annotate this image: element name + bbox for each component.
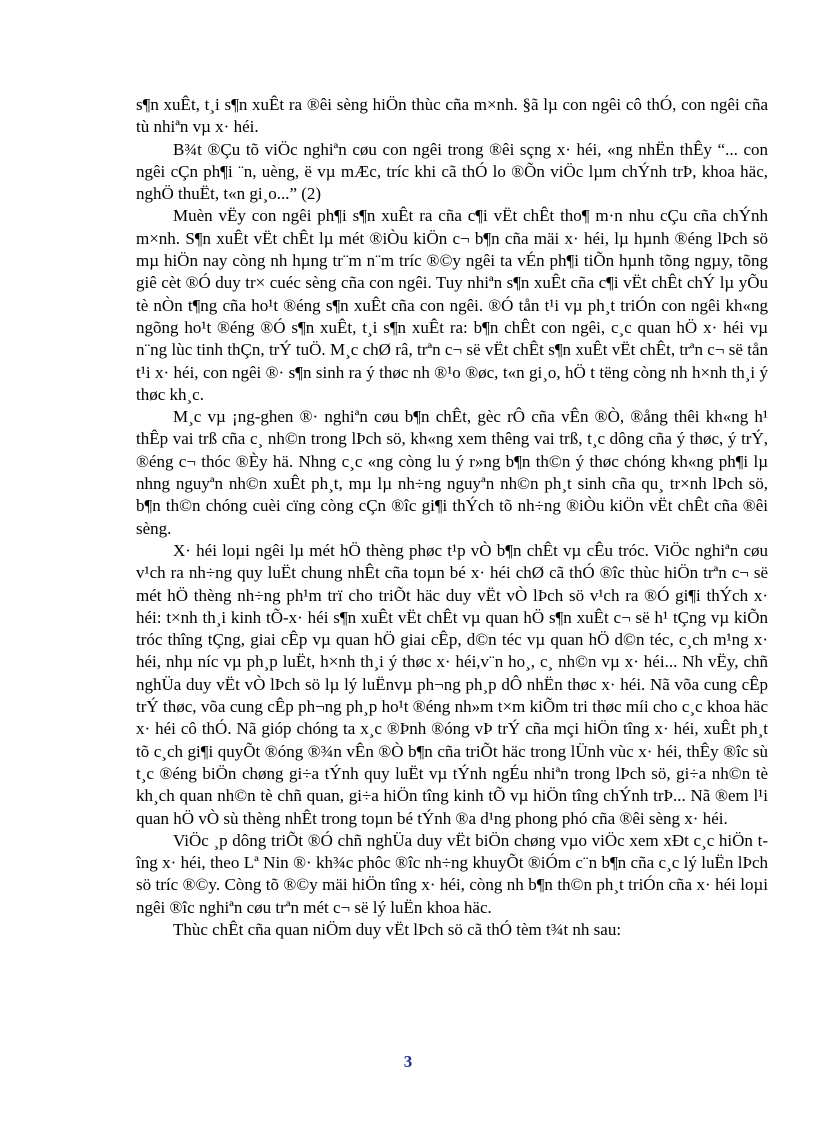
page-number: 3 xyxy=(403,1052,413,1071)
paragraph-5: X· héi loµi ngêi lµ mét hÖ thèng phøc t¹p vÒ b¶n chÊt vµ cÊu tróc. ViÖc nghiªn cøu v¹ch ra nh÷ng quy luËt chung nhÊt cña toµn bé x· héi chØ cã thÓ ®îc thùc hiÖn trªn c¬ së mét hÖ thèng nh÷ng ph¹m trï cho triÕt häc duy vËt vÒ lÞch sö v¹ch ra ®Ó gi¶i thÝch x· héi: t×nh th¸i kinh tÕ-x· héi s¶n xuÊt vËt chÊt vµ quan hÖ s¶n xuÊt c¬ së h¹ tÇng vµ kiÕn tróc thîng tÇng, giai cÊp vµ quan hÖ giai cÊp, d©n téc vµ quan hÖ d©n téc, c¸ch m¹ng x· héi, nhµ níc vµ ph¸p luËt, h×nh th¸i ý thøc x· héi,v¨n ho¸, c¸ nh©n vµ x· héi... Nh vËy, chñ nghÜa duy vËt vÒ lÞch sö lµ lý luËnvµ ph¬ng ph¸p dÔ nhËn thøc x· héi. Nã võa cung cÊp trÝ thøc, võa cung cÊp ph¬ng ph¸p ho¹t ®éng nh»m t×m kiÕm tri thøc míi cho c¸c khoa häc x· héi cô thÓ. Nã gióp chóng ta x¸c ®Þnh ®óng vÞ trÝ cña mçi hiÖn tîng x· héi, xuÊt ph¸t tõ c¸ch gi¶i quyÕt ®óng ®¾n vÊn ®Ò b¶n cña triÕt häc trong lÜnh vùc x· héi, thÊy ®îc sù t¸c ®éng biÖn chøng gi÷a tÝnh quy luËt vµ tÝnh ngÉu nhiªn trong lÞch sö, gi÷a nh©n tè kh¸ch quan nh©n tè chñ quan, gi÷a hiÖn tîng kinh tÕ vµ hiÖn tîng chÝnh trÞ... Nã ®em l¹i quan hÖ vÒ sù thèng nhÊt trong toµn bé tÝnh ®a d¹ng phong phó cña ®êi sèng x· héi. xyxy=(136,540,768,828)
paragraph-4: M¸c vµ ¡ng-ghen ®· nghiªn cøu b¶n chÊt, gèc rÔ cña vÊn ®Ò, ®ång thêi kh«ng h¹ thÊp vai trß cña c¸ nh©n trong lÞch sö, kh«ng xem thêng vai trß, t¸c dông cña ý thøc, ý trÝ, ®éng c¬ thóc ®Èy hä. Nhng c¸c «ng còng lu ý r»ng b¶n th©n ý thøc chóng kh«ng ph¶i lµ nhng nguyªn nh©n xuÊt ph¸t, mµ lµ nh÷ng nguyªn nh©n ph¸t sinh cña qu¸ tr×nh lÞch sö, b¶n th©n chóng cuèi cïng còng cÇn ®îc gi¶i thÝch tõ nh÷ng ®iÒu kiÖn vËt chÊt cña ®êi sèng. xyxy=(136,407,768,538)
body-text xyxy=(136,94,768,941)
paragraph-7: Thùc chÊt cña quan niÖm duy vËt lÞch sö cã thÓ tèm t¾t nh sau: xyxy=(173,919,622,939)
paragraph-1: s¶n xuÊt, t¸i s¶n xuÊt ra ®êi sèng hiÖn thùc cña m×nh. §ã lµ con ngêi cô thÓ, con ngêi cña tù nhiªn vµ x· héi. xyxy=(136,95,768,137)
paragraph-3: Muèn vËy con ngêi ph¶i s¶n xuÊt ra cña c¶i vËt chÊt tho¶ m·n nhu cÇu cña chÝnh m×nh. S¶n xuÊt vËt chÊt lµ mét ®iÒu kiÖn c¬ b¶n cña mäi x· héi, lµ hµnh ®éng lÞch sö mµ hiÖn nay còng nh hµng tr¨m n¨m tríc ®©y ngêi ta vÉn ph¶i tiÕn hµnh tõng ngµy, tõng giê cèt ®Ó duy tr× cuéc sèng cña con ngêi. Tuy nhiªn s¶n xuÊt cña c¶i vËt chÊt chÝ lµ yÕu tè nÒn t¶ng cña ho¹t ®éng s¶n xuÊt cña con ngêi. ®Ó tån t¹i vµ ph¸t triÓn con ngêi kh«ng ngõng ho¹t ®éng ®Ó s¶n xuÊt, t¸i s¶n xuÊt ra: b¶n chÊt con ngêi, c¸c quan hÖ x· héi vµ n¨ng lùc tinh thÇn, trÝ tuÖ. M¸c chØ râ, trªn c¬ së vËt chÊt s¶n xuÊt vËt chÊt, trªn c¬ së tån t¹i x· héi, con ngêi ®· s¶n sinh ra ý thøc nh ®¹o ®øc, t«n gi¸o, hÖ t tëng còng nh h×nh th¸i ý thøc kh¸c. xyxy=(136,206,768,404)
paragraph-6: ViÖc ¸p dông triÕt ®Ó chñ nghÜa duy vËt biÖn chøng vµo viÖc xem xÐt c¸c hiÖn tîng x· héi, theo Lª Nin ®· kh¾c phôc ®îc nh÷ng khuyÕt ®iÓm c¨n b¶n cña c¸c lý luËn lÞch sö tríc ®©y. Còng tõ ®©y mäi hiÖn tîng x· héi, còng nh b¶n th©n ph¸t triÓn cña x· héi loµi ngêi ®îc nghiªn cøu trªn mét c¬ së lý luËn khoa häc. xyxy=(136,830,768,917)
paragraph-2: B¾t ®Çu tõ viÖc nghiªn cøu con ngêi trong ®êi sçng x· héi, «ng nhËn thÊy “... con ngêi cÇn ph¶i ¨n, uèng, ë vµ mÆc, tríc khi cã thÓ lo ®Õn viÖc lµm chÝnh trÞ, khoa häc, nghÖ thuËt, t«n gi¸o...” (2) xyxy=(136,139,768,204)
